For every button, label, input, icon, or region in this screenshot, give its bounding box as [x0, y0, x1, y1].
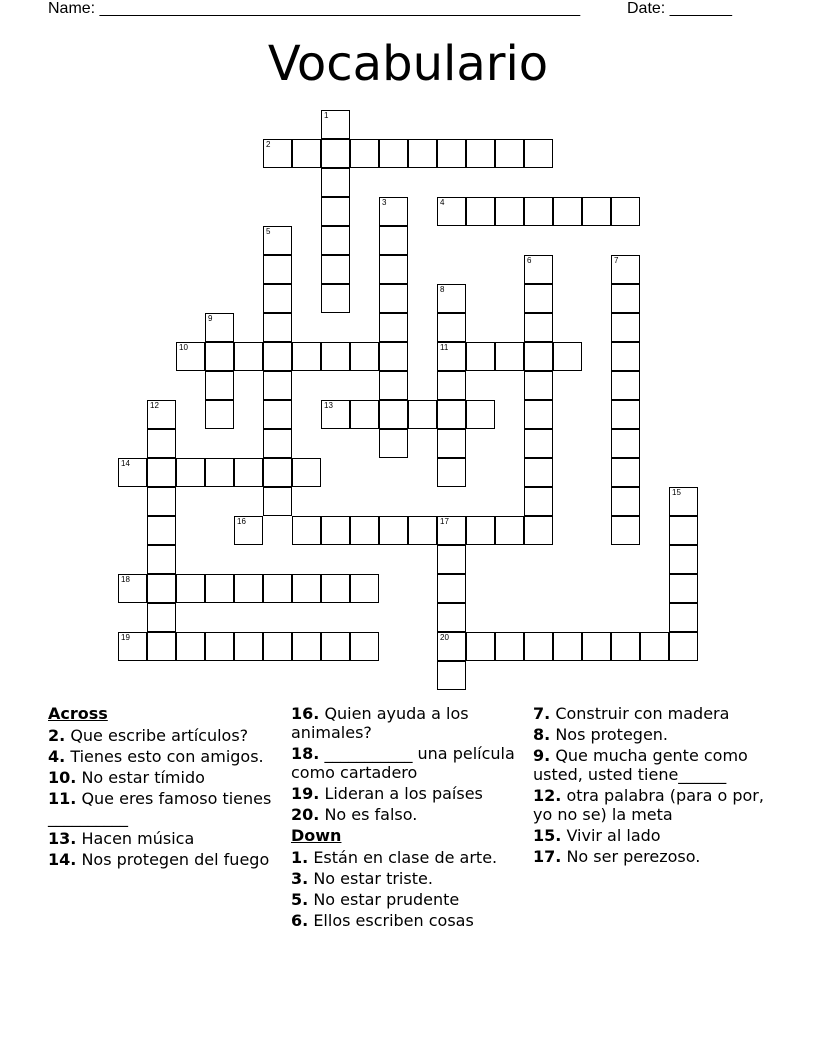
grid-cell[interactable] [205, 458, 234, 487]
grid-cell[interactable] [408, 139, 437, 168]
grid-cell[interactable] [263, 255, 292, 284]
grid-cell[interactable] [553, 342, 582, 371]
grid-cell[interactable] [495, 139, 524, 168]
grid-cell[interactable] [379, 342, 408, 371]
clue-item-text: Construir con madera [555, 704, 730, 723]
grid-cell[interactable] [118, 574, 147, 603]
grid-cell[interactable] [524, 255, 553, 284]
grid-cell[interactable] [524, 458, 553, 487]
grid-cell[interactable] [147, 429, 176, 458]
grid-cell[interactable] [611, 371, 640, 400]
grid-cell[interactable] [495, 516, 524, 545]
clue-item-text: No estar prudente [313, 890, 460, 909]
grid-cell[interactable] [379, 284, 408, 313]
clue-item-text: No estar tímido [81, 768, 205, 787]
grid-cell[interactable] [379, 400, 408, 429]
clue-item-number: 4. [48, 747, 66, 766]
grid-cell[interactable] [524, 313, 553, 342]
grid-cell[interactable] [669, 603, 698, 632]
grid-cell[interactable] [321, 574, 350, 603]
grid-cell[interactable] [466, 139, 495, 168]
page-title: Vocabulario [267, 36, 549, 92]
clue-number: 11 [440, 343, 449, 352]
clue-item-text: Vivir al lado [566, 826, 661, 845]
grid-cell[interactable] [292, 574, 321, 603]
grid-cell[interactable] [437, 632, 466, 661]
clue-item [48, 726, 280, 745]
clue-item-text: Que mucha gente como usted, usted tiene______ [533, 746, 748, 784]
clue-number: 4 [440, 198, 445, 207]
grid-cell[interactable] [524, 400, 553, 429]
grid-cell[interactable] [495, 197, 524, 226]
clue-item-number: 7. [533, 704, 551, 723]
grid-cell[interactable] [292, 139, 321, 168]
grid-cell[interactable] [553, 197, 582, 226]
clue-column-1 [48, 704, 280, 871]
clue-item-number: 3. [291, 869, 309, 888]
grid-cell[interactable] [350, 400, 379, 429]
grid-cell[interactable] [466, 342, 495, 371]
grid-cell[interactable] [234, 516, 263, 545]
grid-cell[interactable] [118, 632, 147, 661]
grid-cell[interactable] [437, 458, 466, 487]
clue-item-number: 12. [533, 786, 562, 805]
grid-cell[interactable] [321, 110, 350, 139]
grid-cell[interactable] [379, 516, 408, 545]
grid-cell[interactable] [408, 400, 437, 429]
clue-number: 9 [208, 314, 213, 323]
clue-number: 13 [324, 401, 333, 410]
clue-item-number: 6. [291, 911, 309, 930]
grid-cell[interactable] [176, 632, 205, 661]
grid-cell[interactable] [263, 429, 292, 458]
across-heading: Across [48, 704, 108, 723]
clue-item [533, 704, 765, 723]
clue-item-text: No ser perezoso. [566, 847, 701, 866]
grid-cell[interactable] [379, 371, 408, 400]
grid-cell[interactable] [263, 284, 292, 313]
grid-cell[interactable] [524, 139, 553, 168]
clue-item-text: otra palabra (para o por, yo no se) la meta [533, 786, 764, 824]
clue-item-text: No estar triste. [313, 869, 433, 888]
grid-cell[interactable] [321, 168, 350, 197]
grid-cell[interactable] [321, 197, 350, 226]
grid-cell[interactable] [437, 603, 466, 632]
grid-cell[interactable] [292, 342, 321, 371]
grid-cell[interactable] [669, 574, 698, 603]
clue-number: 3 [382, 198, 387, 207]
grid-cell[interactable] [118, 458, 147, 487]
grid-cell[interactable] [234, 632, 263, 661]
grid-cell[interactable] [263, 458, 292, 487]
grid-cell[interactable] [466, 516, 495, 545]
clue-number: 16 [237, 517, 246, 526]
clue-item-text: Ellos escriben cosas [313, 911, 474, 930]
grid-cell[interactable] [437, 371, 466, 400]
clue-item-number: 13. [48, 829, 77, 848]
grid-cell[interactable] [437, 574, 466, 603]
grid-cell[interactable] [292, 632, 321, 661]
clue-item-number: 17. [533, 847, 562, 866]
grid-cell[interactable] [321, 284, 350, 313]
clue-item-text: Quien ayuda a los animales? [291, 704, 469, 742]
clue-number: 10 [179, 343, 188, 352]
clue-item-number: 8. [533, 725, 551, 744]
grid-cell[interactable] [611, 255, 640, 284]
grid-cell[interactable] [234, 574, 263, 603]
grid-cell[interactable] [379, 197, 408, 226]
grid-cell[interactable] [147, 458, 176, 487]
clue-item-text: Lideran a los países [324, 784, 483, 803]
clue-item-number: 18. [291, 744, 320, 763]
grid-cell[interactable] [321, 516, 350, 545]
grid-cell[interactable] [147, 400, 176, 429]
date-line[interactable]: Date: _______ [627, 0, 732, 17]
grid-cell[interactable] [321, 632, 350, 661]
grid-cell[interactable] [437, 313, 466, 342]
clue-item-number: 20. [291, 805, 320, 824]
clue-item-text: Que eres famoso tienes __________ [48, 789, 272, 827]
grid-cell[interactable] [263, 226, 292, 255]
clue-item [48, 850, 280, 869]
clue-item [533, 725, 765, 744]
grid-cell[interactable] [611, 342, 640, 371]
grid-cell[interactable] [669, 487, 698, 516]
grid-cell[interactable] [205, 574, 234, 603]
grid-cell[interactable] [263, 342, 292, 371]
grid-cell[interactable] [176, 342, 205, 371]
clue-item [291, 890, 523, 909]
grid-cell[interactable] [292, 516, 321, 545]
grid-cell[interactable] [321, 255, 350, 284]
grid-cell[interactable] [437, 661, 466, 690]
clue-item-text: Hacen música [81, 829, 195, 848]
grid-cell[interactable] [147, 603, 176, 632]
clue-number: 5 [266, 227, 271, 236]
clue-item [533, 847, 765, 866]
grid-cell[interactable] [611, 313, 640, 342]
grid-cell[interactable] [524, 516, 553, 545]
grid-cell[interactable] [205, 342, 234, 371]
grid-cell[interactable] [379, 226, 408, 255]
grid-cell[interactable] [611, 458, 640, 487]
grid-cell[interactable] [147, 632, 176, 661]
clue-item-text: Nos protegen del fuego [81, 850, 270, 869]
clue-item [291, 911, 523, 930]
grid-cell[interactable] [176, 574, 205, 603]
grid-cell[interactable] [321, 226, 350, 255]
grid-cell[interactable] [321, 139, 350, 168]
grid-cell[interactable] [611, 400, 640, 429]
grid-cell[interactable] [205, 632, 234, 661]
clue-number: 18 [121, 575, 130, 584]
grid-cell[interactable] [379, 139, 408, 168]
grid-cell[interactable] [437, 429, 466, 458]
clue-item [291, 744, 523, 782]
down-heading: Down [291, 826, 342, 845]
grid-cell[interactable] [640, 632, 669, 661]
grid-cell[interactable] [611, 284, 640, 313]
grid-cell[interactable] [205, 400, 234, 429]
clue-column-2 [291, 704, 523, 932]
clue-item [533, 746, 765, 784]
grid-cell[interactable] [553, 632, 582, 661]
clue-number: 20 [440, 633, 449, 642]
grid-cell[interactable] [437, 284, 466, 313]
clue-item-text: Nos protegen. [555, 725, 669, 744]
grid-cell[interactable] [611, 429, 640, 458]
clue-item [48, 829, 280, 848]
clue-item-text: Están en clase de arte. [313, 848, 498, 867]
clue-number: 19 [121, 633, 130, 642]
name-line[interactable]: Name: ______________________________________________________ [48, 0, 581, 17]
grid-cell[interactable] [524, 342, 553, 371]
clue-item [533, 786, 765, 824]
grid-cell[interactable] [263, 632, 292, 661]
grid-cell[interactable] [263, 313, 292, 342]
grid-cell[interactable] [437, 139, 466, 168]
grid-cell[interactable] [292, 458, 321, 487]
grid-cell[interactable] [234, 458, 263, 487]
clue-item-number: 11. [48, 789, 77, 808]
grid-cell[interactable] [611, 632, 640, 661]
clue-item [48, 768, 280, 787]
grid-cell[interactable] [176, 458, 205, 487]
grid-cell[interactable] [524, 371, 553, 400]
grid-cell[interactable] [321, 400, 350, 429]
clue-item-number: 15. [533, 826, 562, 845]
grid-cell[interactable] [524, 487, 553, 516]
clue-number: 8 [440, 285, 445, 294]
clue-item-text: No es falso. [324, 805, 418, 824]
grid-cell[interactable] [669, 516, 698, 545]
grid-cell[interactable] [611, 197, 640, 226]
grid-cell[interactable] [582, 632, 611, 661]
grid-cell[interactable] [582, 197, 611, 226]
clue-item [48, 789, 280, 827]
clue-item-number: 9. [533, 746, 551, 765]
clue-item-number: 2. [48, 726, 66, 745]
grid-cell[interactable] [263, 371, 292, 400]
grid-cell[interactable] [495, 632, 524, 661]
grid-cell[interactable] [379, 255, 408, 284]
grid-cell[interactable] [350, 516, 379, 545]
grid-cell[interactable] [408, 516, 437, 545]
clue-number: 15 [672, 488, 681, 497]
clue-item-text: Que escribe artículos? [70, 726, 249, 745]
grid-cell[interactable] [669, 545, 698, 574]
clue-item [291, 869, 523, 888]
clue-number: 2 [266, 140, 271, 149]
grid-cell[interactable] [147, 574, 176, 603]
grid-cell[interactable] [524, 429, 553, 458]
grid-cell[interactable] [669, 632, 698, 661]
clue-item-text: Tienes esto con amigos. [70, 747, 264, 766]
grid-cell[interactable] [437, 342, 466, 371]
clue-item [291, 704, 523, 742]
clue-item [291, 805, 523, 824]
clue-number: 7 [614, 256, 619, 265]
grid-cell[interactable] [466, 632, 495, 661]
grid-cell[interactable] [234, 342, 263, 371]
grid-cell[interactable] [263, 487, 292, 516]
clue-item [533, 826, 765, 845]
grid-cell[interactable] [205, 313, 234, 342]
grid-cell[interactable] [350, 139, 379, 168]
clue-number: 17 [440, 517, 449, 526]
clue-item-number: 19. [291, 784, 320, 803]
grid-cell[interactable] [321, 342, 350, 371]
clue-item-number: 1. [291, 848, 309, 867]
grid-cell[interactable] [437, 400, 466, 429]
clue-number: 12 [150, 401, 159, 410]
clue-item [48, 747, 280, 766]
grid-cell[interactable] [263, 139, 292, 168]
clue-item-text: ___________ una película como cartadero [291, 744, 515, 782]
grid-cell[interactable] [495, 342, 524, 371]
clue-item-number: 16. [291, 704, 320, 723]
grid-cell[interactable] [611, 487, 640, 516]
clue-item [291, 848, 523, 867]
grid-cell[interactable] [466, 197, 495, 226]
grid-cell[interactable] [147, 545, 176, 574]
clue-column-3 [533, 704, 765, 868]
grid-cell[interactable] [379, 429, 408, 458]
clue-item-number: 14. [48, 850, 77, 869]
grid-cell[interactable] [350, 632, 379, 661]
grid-cell[interactable] [350, 342, 379, 371]
grid-cell[interactable] [437, 516, 466, 545]
grid-cell[interactable] [263, 400, 292, 429]
grid-cell[interactable] [350, 574, 379, 603]
clue-number: 14 [121, 459, 130, 468]
grid-cell[interactable] [524, 197, 553, 226]
clue-item-number: 5. [291, 890, 309, 909]
clue-item-number: 10. [48, 768, 77, 787]
clue-number: 1 [324, 111, 329, 120]
grid-cell[interactable] [379, 313, 408, 342]
grid-cell[interactable] [263, 574, 292, 603]
grid-cell[interactable] [524, 632, 553, 661]
clue-item [291, 784, 523, 803]
grid-cell[interactable] [524, 284, 553, 313]
grid-cell[interactable] [466, 400, 495, 429]
grid-cell[interactable] [437, 545, 466, 574]
grid-cell[interactable] [205, 371, 234, 400]
grid-cell[interactable] [147, 516, 176, 545]
grid-cell[interactable] [611, 516, 640, 545]
clue-number: 6 [527, 256, 532, 265]
grid-cell[interactable] [437, 197, 466, 226]
grid-cell[interactable] [147, 487, 176, 516]
